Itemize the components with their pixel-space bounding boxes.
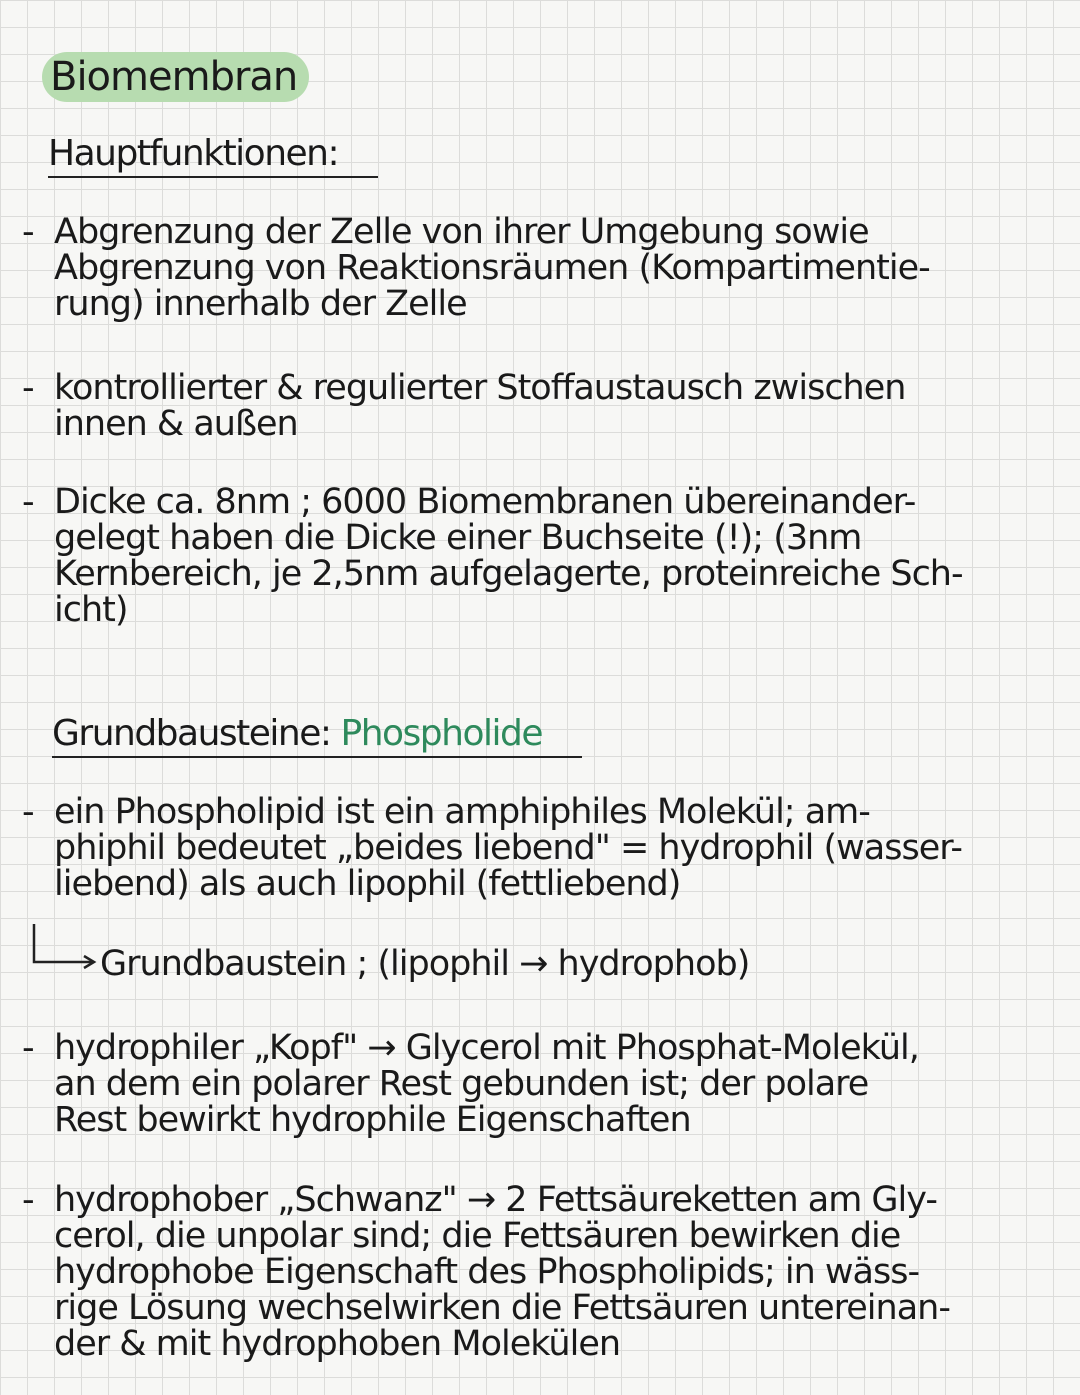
bullet-line: Abgrenzung von Reaktionsräumen (Kompartimentie- [54,250,930,286]
dash: - [22,368,34,408]
dash: - [22,212,34,252]
bullet-line: rige Lösung wechselwirken die Fettsäuren untereinan- [54,1290,950,1326]
bullet-line: ein Phospholipid ist ein amphiphiles Molekül; am- [54,794,870,830]
bullet-line: Dicke ca. 8nm ; 6000 Biomembranen übereinander- [54,484,916,520]
bullet-line: der & mit hydrophoben Molekülen [54,1326,621,1362]
page-title: Biomembran [42,52,309,102]
bullet-line: innen & außen [54,406,298,442]
heading-grundbausteine-label: Grundbausteine: [52,713,331,754]
bullet-line: hydrophober „Schwanz" → 2 Fettsäureketten am Gly- [54,1182,937,1218]
heading-grundbausteine-accent: Phospholide [340,713,542,754]
arrow-note [30,922,930,982]
bullet-phospholipid [22,794,1062,902]
heading-hauptfunktionen-text: Hauptfunktionen: [48,133,339,174]
bullet-line: icht) [54,592,128,628]
bullet-line: rung) innerhalb der Zelle [54,286,467,322]
bullet-dicke [22,484,1062,628]
arrow-note-text: Grundbaustein ; (lipophil → hydrophob) [100,944,750,984]
bullet-line: gelegt haben die Dicke einer Buchseite (!); (3nm [54,520,862,556]
bullet-line: kontrollierter & regulierter Stoffaustausch zwischen [54,370,906,406]
bullet-line: liebend) als auch lipophil (fettliebend) [54,866,681,902]
corner-arrow-icon [30,922,100,982]
bullet-line: an dem ein polarer Rest gebunden ist; der polare [54,1066,869,1102]
heading-hauptfunktionen [48,132,378,178]
dash: - [22,1028,34,1068]
bullet-line: phiphil bedeutet „beides liebend" = hydrophil (wasser- [54,830,963,866]
bullet-line: Rest bewirkt hydrophile Eigenschaften [54,1102,691,1138]
heading-grundbausteine [52,712,582,758]
bullet-stoffaustausch [22,370,1062,442]
bullet-abgrenzung [22,214,1062,322]
bullet-schwanz [22,1182,1062,1362]
bullet-line: Abgrenzung der Zelle von ihrer Umgebung sowie [54,214,869,250]
dash: - [22,792,34,832]
bullet-kopf [22,1030,1062,1138]
dash: - [22,482,34,522]
bullet-line: hydrophobe Eigenschaft des Phospholipids; in wäss- [54,1254,920,1290]
bullet-line: cerol, die unpolar sind; die Fettsäuren bewirken die [54,1218,901,1254]
bullet-line: hydrophiler „Kopf" → Glycerol mit Phosphat-Molekül, [54,1030,919,1066]
dash: - [22,1180,34,1220]
bullet-line: Kernbereich, je 2,5nm aufgelagerte, proteinreiche Sch- [54,556,963,592]
